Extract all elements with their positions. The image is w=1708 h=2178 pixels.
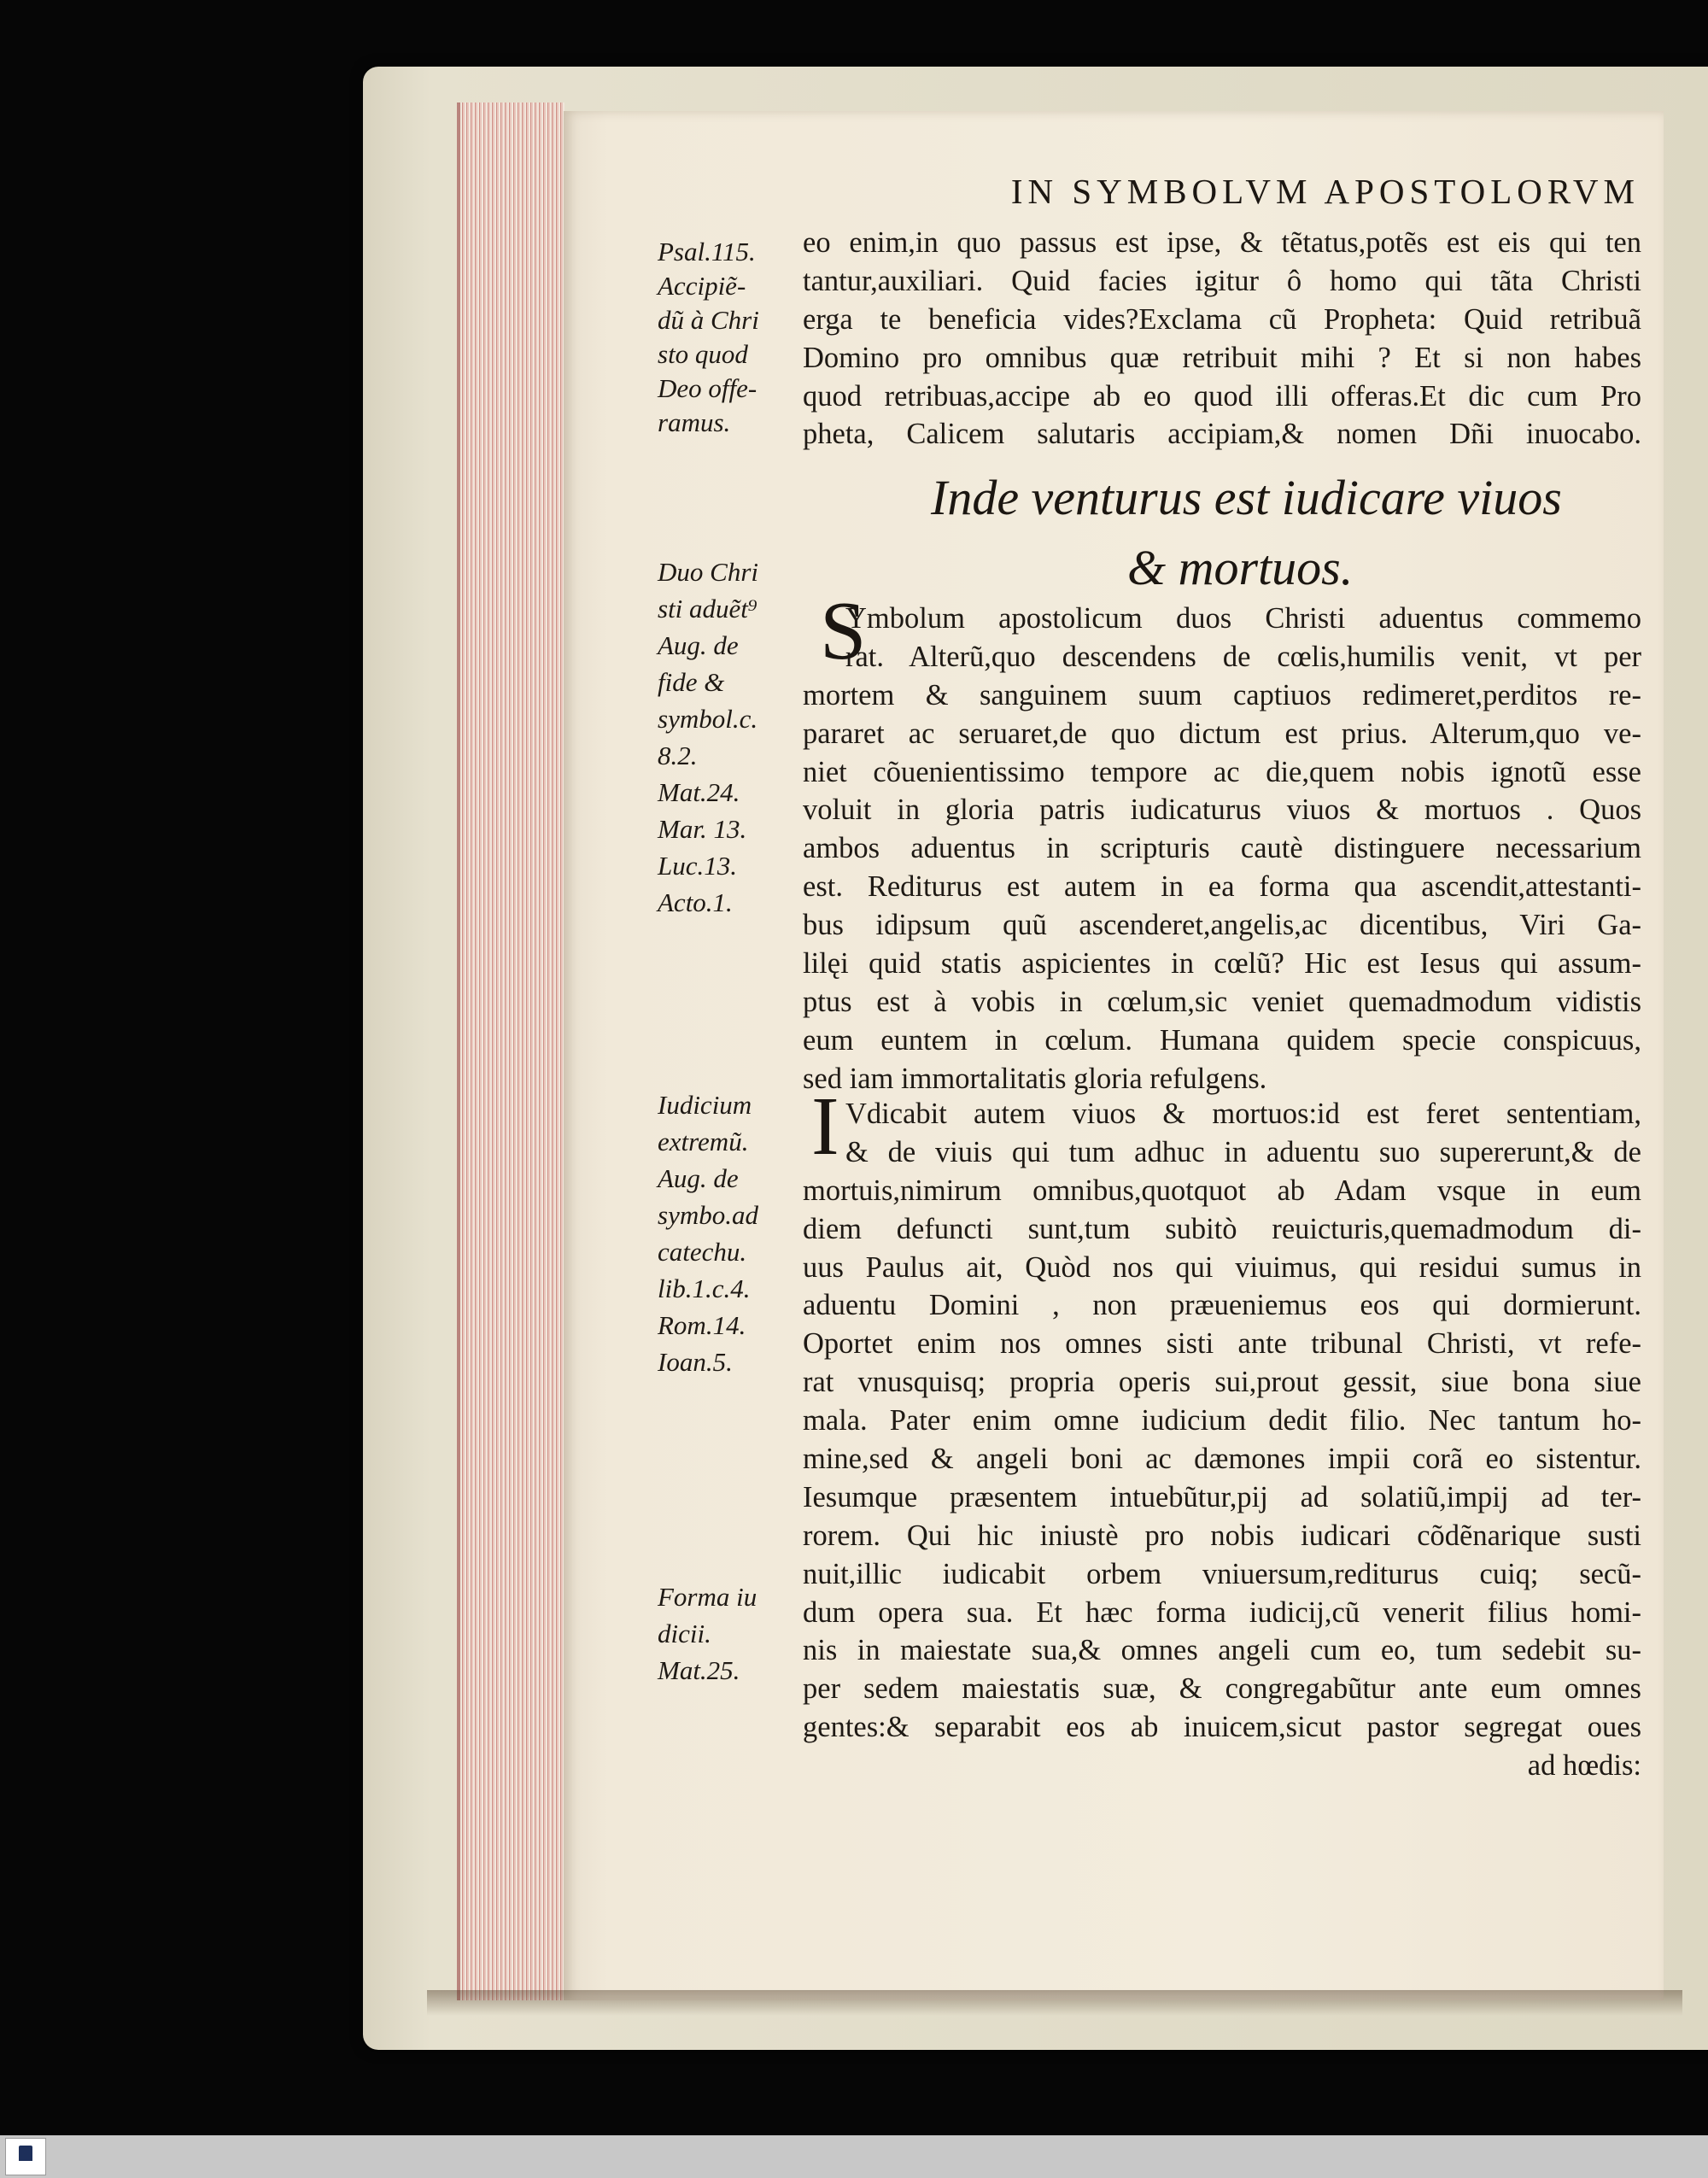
text-block-1 <box>803 224 1641 454</box>
text-line: Vdicabit autem viuos & mortuos:id est feret sententiam, <box>845 1098 1641 1130</box>
margin-note-line: Mat.25. <box>658 1655 740 1685</box>
text-line: Ymbolum apostolicum duos Christi aduentus commemo <box>845 602 1641 635</box>
text-block-2 <box>803 600 1641 1098</box>
margin-note-line: sto quod <box>658 339 748 369</box>
margin-note-line: symbol.c. <box>658 704 758 734</box>
text-line: nuit,illic iudicabit orbem vniuersum,rediturus cuiq; secũ- <box>803 1557 1641 1590</box>
text-line: tantur,auxiliari. Quid facies igitur ô homo qui tãta Christi <box>803 264 1641 297</box>
text-line: per sedem maiestatis suæ, & congregabũtur ante eum omnes <box>803 1672 1641 1706</box>
text-line: pheta, Calicem salutaris accipiam,& nomen Dñi inuocabo. <box>803 418 1641 451</box>
text-line: mine,sed & angeli boni ac dæmones impii corã eo sistentur. <box>803 1443 1641 1476</box>
margin-note-line: dũ à Chri <box>658 305 759 335</box>
margin-note-line: Forma iu <box>658 1582 757 1612</box>
text-line: lilęi quid statis aspicientes in cœlũ? Hic est Iesus qui assum- <box>803 947 1641 981</box>
text-line: est. Rediturus est autem in ea forma qua ascendit,attestanti- <box>803 870 1641 904</box>
drop-cap-s: S <box>820 585 867 677</box>
margin-note-line: Ioan.5. <box>658 1347 733 1377</box>
text-block-3 <box>803 1095 1641 1785</box>
text-line: rat vnusquisq; propria operis sui,prout gessit, siue bona siue <box>803 1366 1641 1399</box>
margin-note-line: Luc.13. <box>658 851 737 881</box>
margin-note-line: dicii. <box>658 1619 711 1648</box>
margin-note-line: Psal.115. <box>658 237 756 266</box>
text-line: sed iam immortalitatis gloria refulgens. <box>803 1062 1267 1095</box>
margin-note-line: symbo.ad <box>658 1200 758 1230</box>
text-line: Oportet enim nos omnes sisti ante tribunal Christi, vt refe- <box>803 1327 1641 1361</box>
text-line: & de viuis qui tum adhuc in aduentu suo supererunt,& de <box>845 1135 1641 1168</box>
text-line: Domino pro omnibus quæ retribuit mihi ? Et si non habes <box>803 341 1641 374</box>
text-line: niet cõuenientissimo tempore ac die,quem nobis ignotũ esse <box>803 755 1641 788</box>
margin-note-line: ramus. <box>658 407 731 437</box>
library-logo-icon <box>19 2146 32 2161</box>
margin-note-psalm <box>658 235 803 440</box>
catchword: ad hœdis: <box>1527 1749 1641 1783</box>
margin-note-iudicium <box>658 1086 803 1380</box>
running-head: IN SYMBOLVM APOSTOLORVM <box>1010 172 1640 211</box>
margin-note-line: Iudicium <box>658 1090 752 1120</box>
text-line: pararet ac seruaret,de quo dictum est prius. Alterum,quo ve- <box>803 717 1641 750</box>
margin-note-line: Deo offe- <box>658 373 757 403</box>
margin-note-line: Mat.24. <box>658 777 740 807</box>
margin-note-line: Duo Chri <box>658 557 758 587</box>
section-heading-line-2: & mortuos. <box>1127 540 1354 595</box>
text-line: diem defuncti sunt,tum subitò reuicturis,quemadmodum di- <box>803 1212 1641 1245</box>
margin-note-line: Accipiẽ- <box>658 271 746 301</box>
text-line: ambos aduentus in scripturis cautè distinguere necessarium <box>803 832 1641 865</box>
margin-note-line: Aug. de <box>658 1163 739 1193</box>
page-shadow <box>427 1990 1682 2016</box>
text-line: mala. Pater enim omne iudicium dedit filio. Nec tantum ho- <box>803 1404 1641 1437</box>
text-line: rat. Alterũ,quo descendens de cœlis,humilis venit, vt per <box>845 640 1641 673</box>
text-line: mortuis,nimirum omnibus,quotquot ab Adam vsque in eum <box>803 1174 1641 1207</box>
section-heading-line-1: Inde venturus est iudicare viuos <box>931 470 1562 525</box>
margin-note-line: catechu. <box>658 1237 747 1267</box>
text-line: nis in maiestate sua,& omnes angeli cum eo, tum sedebit su- <box>803 1634 1641 1667</box>
margin-note-line: lib.1.c.4. <box>658 1273 751 1303</box>
margin-note-line: sti aduẽt⁹ <box>658 594 757 624</box>
text-line: eo enim,in quo passus est ipse, & tẽtatus,potẽs est eis qui ten <box>803 226 1641 259</box>
text-line: aduentu Domini , non præueniemus eos qui dormierunt. <box>803 1289 1641 1322</box>
text-line: ptus est à vobis in cœlum,sic veniet quemadmodum vidistis <box>803 985 1641 1018</box>
margin-note-line: Acto.1. <box>658 887 733 917</box>
text-line: Iesumque præsentem intuebũtur,pij ad solatiũ,impij ad ter- <box>803 1480 1641 1513</box>
text-line: uus Paulus ait, Quòd nos qui viuimus, qui residui sumus in <box>803 1250 1641 1284</box>
text-line: dum opera sua. Et hæc forma iudicij,cũ venerit filius homi- <box>803 1595 1641 1629</box>
drop-cap-i: I <box>811 1080 839 1173</box>
text-line: quod retribuas,accipe ab eo quod illi offeras.Et dic cum Pro <box>803 379 1641 413</box>
text-line: mortem & sanguinem suum captiuos redimeret,perditos re- <box>803 678 1641 711</box>
text-line: erga te beneficia vides?Exclama cũ Propheta: Quid retribuã <box>803 302 1641 336</box>
library-logo-text <box>25 2163 26 2168</box>
margin-note-forma-iudicii <box>658 1578 803 1689</box>
library-logo <box>5 2138 46 2175</box>
margin-note-line: Mar. 13. <box>658 814 747 844</box>
viewer-footer-bar <box>0 2135 1708 2178</box>
margin-note-line: Rom.14. <box>658 1310 746 1340</box>
text-line: voluit in gloria patris iudicaturus viuos & mortuos . Quos <box>803 793 1641 827</box>
margin-note-duo-christi <box>658 553 803 921</box>
margin-note-line: extremũ. <box>658 1127 749 1156</box>
margin-note-line: fide & <box>658 667 725 697</box>
page-edges <box>457 102 564 2000</box>
margin-note-line: 8.2. <box>658 741 698 770</box>
text-line: bus idipsum quũ ascenderet,angelis,ac dicentibus, Viri Ga- <box>803 909 1641 942</box>
margin-note-line: Aug. de <box>658 630 739 660</box>
text-line: gentes:& separabit eos ab inuicem,sicut pastor segregat oues <box>803 1711 1641 1744</box>
text-line: rorem. Qui hic iniustè pro nobis iudicari cõdẽnarique susti <box>803 1519 1641 1552</box>
text-line: eum euntem in cœlum. Humana quidem specie conspicuus, <box>803 1023 1641 1057</box>
